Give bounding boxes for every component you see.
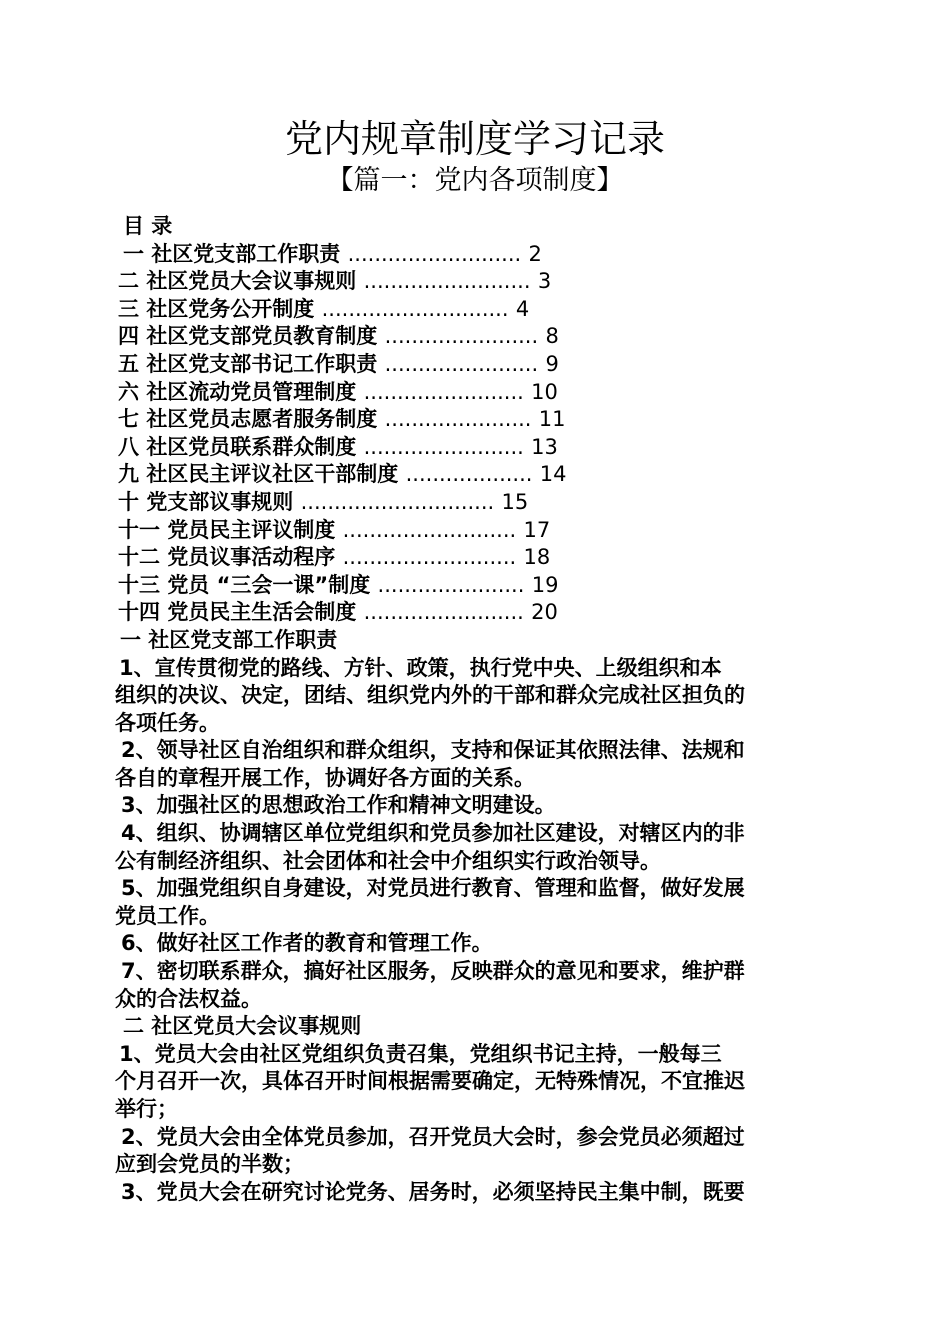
toc-entry-page: 15 <box>501 489 529 514</box>
toc-entry-number: 九 <box>118 462 139 487</box>
toc-leader-dots: ........................ <box>363 600 524 625</box>
toc-entry[interactable] <box>115 572 855 600</box>
toc-entry-number: 十 <box>118 489 139 514</box>
toc-entry-title: 社区民主评议社区干部制度 <box>146 462 399 487</box>
toc-entry-number: 四 <box>118 324 139 349</box>
toc-entry-page: 18 <box>523 545 551 570</box>
document-title: 党内规章制度学习记录 <box>284 117 665 161</box>
toc-entry-number: 十二 <box>118 545 160 570</box>
toc-entry[interactable] <box>115 599 855 627</box>
toc-leader-dots: .......................... <box>342 545 517 570</box>
toc-entry[interactable] <box>115 323 855 351</box>
toc-entry-page: 14 <box>539 462 567 487</box>
paragraph-line: 2、领导社区自治组织和群众组织，支持和保证其依照法律、法规和 <box>121 738 745 763</box>
toc-entry-title: 党员民主生活会制度 <box>167 600 357 625</box>
toc-entry-number: 七 <box>118 407 139 432</box>
toc-entry-number: 十四 <box>118 600 160 625</box>
paragraph-line: 公有制经济组织、社会团体和社会中介组织实行政治领导。 <box>115 848 661 873</box>
toc-entry-title: 党员 “三会一课”制度 <box>167 572 371 597</box>
paragraph-line: 1、党员大会由社区党组织负责召集，党组织书记主持，一般每三 <box>119 1041 722 1066</box>
paragraph-line: 组织的决议、决定，团结、组织党内外的干部和群众完成社区担负的 <box>115 683 745 708</box>
toc-entry-number: 三 <box>118 296 139 321</box>
toc-entry-page: 9 <box>545 351 559 376</box>
toc-entry-title: 社区党员联系群众制度 <box>146 434 357 459</box>
toc-entry-page: 17 <box>523 517 551 542</box>
paragraph-line: 个月召开一次，具体召开时间根据需要确定，无特殊情况，不宜推迟 <box>115 1069 745 1094</box>
paragraph-line: 5、加强党组织自身建设，对党员进行教育、管理和监督，做好发展 <box>121 876 745 901</box>
toc-entry-page: 2 <box>528 241 542 266</box>
paragraph-line: 6、做好社区工作者的教育和管理工作。 <box>121 931 493 956</box>
toc-leader-dots: ...................... <box>384 407 532 432</box>
toc-entry-title: 党员议事活动程序 <box>167 545 336 570</box>
paragraph-line: 举行； <box>115 1097 178 1121</box>
toc-entry-page: 4 <box>515 296 530 321</box>
toc-leader-dots: ............................. <box>300 489 495 514</box>
toc-entry[interactable] <box>115 461 855 489</box>
toc-entry[interactable] <box>115 544 855 572</box>
paragraph-line: 1、宣传贯彻党的路线、方针、政策，执行党中央、上级组织和本 <box>119 655 722 680</box>
toc-entry-number: 二 <box>118 269 139 294</box>
toc-leader-dots: ................... <box>405 462 533 487</box>
toc-leader-dots: ......................... <box>363 269 531 294</box>
paragraph-line: 党员工作。 <box>115 903 220 928</box>
toc-entry-title: 社区党支部工作职责 <box>151 241 341 266</box>
toc-entry-number: 五 <box>118 351 139 376</box>
toc-entry-page: 3 <box>537 269 552 294</box>
document-sections <box>115 627 855 1206</box>
toc-entry-title: 社区党员大会议事规则 <box>146 269 357 294</box>
toc-entry-page: 11 <box>538 407 566 432</box>
toc-entry-title: 党员民主评议制度 <box>167 517 336 542</box>
toc-entry-title: 党支部议事规则 <box>146 489 294 514</box>
toc-entry-title: 社区流动党员管理制度 <box>146 379 357 404</box>
toc-leader-dots: .......................... <box>347 241 522 266</box>
toc-entry[interactable] <box>115 241 855 269</box>
toc-leader-dots: ...................... <box>377 572 525 597</box>
toc-entry-number: 十一 <box>118 517 160 542</box>
paragraph-line: 7、密切联系群众，搞好社区服务，反映群众的意见和要求，维护群 <box>121 959 745 984</box>
toc-entry-title: 社区党务公开制度 <box>146 296 315 321</box>
toc-leader-dots: ............................ <box>321 296 509 321</box>
toc-entry-page: 19 <box>531 572 559 597</box>
toc-entry-page: 10 <box>531 379 558 404</box>
toc-entry-title: 社区党员志愿者服务制度 <box>146 407 378 432</box>
toc-entry-number: 八 <box>118 434 139 459</box>
toc-entry-title: 社区党支部书记工作职责 <box>146 351 378 376</box>
toc-entry[interactable] <box>115 434 855 462</box>
toc-entry[interactable] <box>115 379 855 407</box>
paragraph-line: 4、组织、协调辖区单位党组织和党员参加社区建设，对辖区内的非 <box>121 821 745 846</box>
toc-entry-title: 社区党支部党员教育制度 <box>146 324 378 349</box>
toc-entry[interactable] <box>115 351 855 379</box>
toc-entry-page: 13 <box>531 434 558 459</box>
paragraph-line: 3、加强社区的思想政治工作和精神文明建设。 <box>121 793 556 818</box>
toc-leader-dots: ........................ <box>363 379 524 404</box>
toc-entry-page: 8 <box>545 324 559 349</box>
document-subtitle: 【篇一：党内各项制度】 <box>326 165 624 196</box>
toc-entry[interactable] <box>115 268 855 296</box>
toc-leader-dots: ....................... <box>384 351 539 376</box>
toc-entry[interactable] <box>115 517 855 545</box>
toc-heading: 目 录 <box>123 214 173 238</box>
toc-leader-dots: ....................... <box>384 324 539 349</box>
toc-entry[interactable] <box>115 489 855 517</box>
toc-entry-number: 一 <box>123 241 144 266</box>
toc-entry[interactable] <box>115 296 855 324</box>
section-heading: 一 社区党支部工作职责 <box>120 627 338 652</box>
toc-entry-number: 六 <box>118 379 139 404</box>
toc-leader-dots: .......................... <box>342 517 517 542</box>
toc-leader-dots: ........................ <box>363 434 524 459</box>
paragraph-line: 2、党员大会由全体党员参加，召开党员大会时，参会党员必须超过 <box>121 1124 745 1149</box>
paragraph-line: 各项任务。 <box>115 710 220 735</box>
toc-entry-page: 20 <box>531 600 558 625</box>
table-of-contents <box>115 241 855 627</box>
document-body <box>115 213 855 1206</box>
paragraph-line: 应到会党员的半数； <box>115 1152 304 1177</box>
paragraph-line: 各自的章程开展工作，协调好各方面的关系。 <box>115 765 535 790</box>
paragraph-line: 3、党员大会在研究讨论党务、居务时，必须坚持民主集中制，既要 <box>121 1179 745 1204</box>
toc-entry[interactable] <box>115 406 855 434</box>
paragraph-line: 众的合法权益。 <box>115 986 262 1011</box>
section-heading: 二 社区党员大会议事规则 <box>123 1014 362 1039</box>
toc-entry-number: 十三 <box>118 572 160 597</box>
